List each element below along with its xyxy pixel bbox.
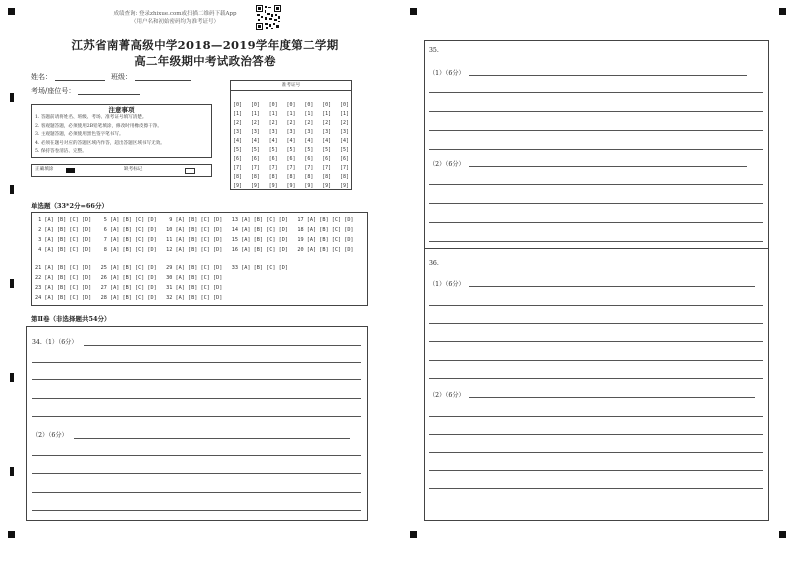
exam-id-digit[interactable]: [5]: [268, 147, 278, 153]
exam-id-digit[interactable]: [8]: [322, 174, 332, 180]
correct-fill-label: 正确填涂: [35, 167, 54, 172]
exam-id-digit[interactable]: [7]: [250, 165, 260, 171]
corner-mark-mb: [410, 531, 417, 538]
score-query-note: [95, 10, 255, 26]
answer-line[interactable]: [84, 345, 361, 346]
page-title-line2: 高二年级期中考试政治答卷: [134, 54, 276, 68]
answer-line[interactable]: [429, 111, 763, 112]
q36-part2-label: （2）（6分）: [429, 392, 465, 399]
exam-id-column[interactable]: [233, 101, 242, 191]
exam-id-digit[interactable]: [2]: [233, 120, 243, 126]
exam-id-column[interactable]: [286, 101, 295, 191]
exam-id-digit[interactable]: [4]: [304, 138, 314, 144]
timing-mark: [10, 279, 14, 288]
exam-id-digit[interactable]: [6]: [233, 156, 243, 162]
answer-line[interactable]: [469, 286, 755, 287]
mc-row[interactable]: 23 [A] [B] [C] [D] 27 [A] [B] [C] [D] 31 [A] [B] [C] [D]: [35, 285, 223, 291]
exam-id-digit[interactable]: [5]: [339, 147, 349, 153]
seat-label: 考场/座位号：: [31, 87, 76, 95]
q35-number: 35.: [429, 47, 439, 54]
exam-id-digit[interactable]: [6]: [286, 156, 296, 162]
notice-title: 注意事项: [108, 106, 135, 114]
exam-id-digit[interactable]: [3]: [286, 129, 296, 135]
answer-line[interactable]: [469, 397, 755, 398]
exam-id-digit[interactable]: [9]: [339, 183, 349, 189]
exam-id-digit[interactable]: [4]: [233, 138, 243, 144]
seat-field[interactable]: [78, 94, 140, 95]
name-label: 姓名：: [31, 73, 52, 81]
mc-row[interactable]: 22 [A] [B] [C] [D] 26 [A] [B] [C] [D] 30 [A] [B] [C] [D]: [35, 275, 223, 281]
answer-line[interactable]: [429, 360, 763, 361]
answer-line[interactable]: [429, 488, 763, 489]
exam-id-digit[interactable]: [6]: [322, 156, 332, 162]
corner-mark-tr: [779, 8, 786, 15]
section2-title: 第Ⅱ卷（非选择题共54分）: [31, 315, 111, 323]
q35-part1-label: （1）（6分）: [429, 70, 465, 77]
exam-id-digit[interactable]: [3]: [268, 129, 278, 135]
exam-id-digit[interactable]: [4]: [250, 138, 260, 144]
exam-id-digit[interactable]: [5]: [286, 147, 296, 153]
answer-line[interactable]: [429, 323, 763, 324]
answer-line[interactable]: [74, 438, 350, 439]
corner-mark-br: [779, 531, 786, 538]
timing-mark: [10, 185, 14, 194]
fill-example-box: [31, 164, 212, 177]
exam-id-digit[interactable]: [5]: [322, 147, 332, 153]
class-label: 班级：: [111, 73, 132, 81]
exam-id-digit[interactable]: [0]: [339, 102, 349, 108]
mc-row[interactable]: 2 [A] [B] [C] [D] 6 [A] [B] [C] [D] 10 [A] [B] [C] [D] 14 [A] [B] [C] [D] 18 [A] [B] [C] [D]: [35, 227, 354, 233]
answer-line[interactable]: [429, 149, 763, 150]
q36-number: 36.: [429, 260, 439, 267]
exam-id-digit[interactable]: [8]: [268, 174, 278, 180]
exam-id-digit[interactable]: [4]: [268, 138, 278, 144]
exam-id-digit[interactable]: [0]: [286, 102, 296, 108]
page-title-line1: 江苏省南菁高级中学2018—2019学年度第二学期: [71, 38, 339, 52]
exam-id-digit[interactable]: [1]: [322, 111, 332, 117]
answer-line[interactable]: [429, 92, 763, 93]
exam-id-digit[interactable]: [5]: [304, 147, 314, 153]
answer-line[interactable]: [32, 398, 361, 399]
exam-id-digit[interactable]: [3]: [322, 129, 332, 135]
exam-id-column[interactable]: [304, 101, 313, 191]
class-field[interactable]: [135, 80, 191, 81]
exam-id-digit[interactable]: [4]: [286, 138, 296, 144]
q36-part1-label: （1）（6分）: [429, 281, 465, 288]
name-field[interactable]: [55, 80, 105, 81]
notice-item: 3. 主观题答题，必须使用黑色签字笔书写。: [35, 132, 124, 137]
exam-id-digit[interactable]: [8]: [233, 174, 243, 180]
timing-mark: [10, 373, 14, 382]
q36-answer-box[interactable]: [424, 248, 769, 521]
exam-id-digit[interactable]: [1]: [304, 111, 314, 117]
exam-id-digit[interactable]: [1]: [233, 111, 243, 117]
exam-id-digit[interactable]: [9]: [250, 183, 260, 189]
answer-line[interactable]: [32, 362, 361, 363]
qr-code: [256, 5, 281, 30]
answer-line[interactable]: [429, 305, 763, 306]
answer-line[interactable]: [429, 241, 763, 242]
answer-line[interactable]: [429, 452, 763, 453]
corner-mark-mt: [410, 8, 417, 15]
exam-id-digit[interactable]: [0]: [322, 102, 332, 108]
answer-line[interactable]: [429, 416, 763, 417]
missing-mark-label: 缺考标记: [124, 167, 143, 172]
exam-id-digit[interactable]: [5]: [250, 147, 260, 153]
exam-id-digit[interactable]: [6]: [268, 156, 278, 162]
answer-line[interactable]: [32, 416, 361, 417]
exam-id-digit[interactable]: [8]: [304, 174, 314, 180]
notice-item: 2. 客观题答题，必须使用2B铅笔填涂，修改时用橡皮擦干净。: [35, 123, 162, 129]
missing-mark-box[interactable]: [185, 168, 195, 174]
mc-row[interactable]: 4 [A] [B] [C] [D] 8 [A] [B] [C] [D] 12 [A] [B] [C] [D] 16 [A] [B] [C] [D] 20 [A] [B] [C] [D]: [35, 247, 354, 253]
answer-line[interactable]: [32, 379, 361, 380]
exam-id-digit[interactable]: [8]: [286, 174, 296, 180]
exam-id-digit[interactable]: [2]: [304, 120, 314, 126]
score-query-line1: 成绩查询: 登录zhixue.com或扫描二维码下载App: [113, 11, 237, 17]
notice-box: [31, 104, 212, 158]
mc-row[interactable]: 3 [A] [B] [C] [D] 7 [A] [B] [C] [D] 11 [A] [B] [C] [D] 15 [A] [B] [C] [D] 19 [A] [B] [C] [D]: [35, 237, 354, 243]
timing-mark: [10, 93, 14, 102]
q34-answer-box[interactable]: [26, 326, 368, 521]
answer-line[interactable]: [429, 184, 763, 185]
exam-id-digit[interactable]: [6]: [250, 156, 260, 162]
q34-part1-label: 34.（1）（6分）: [32, 339, 78, 346]
answer-line[interactable]: [469, 166, 747, 167]
exam-id-digit[interactable]: [7]: [322, 165, 332, 171]
q35-part2-label: （2）（6分）: [429, 161, 465, 168]
exam-id-digit[interactable]: [1]: [268, 111, 278, 117]
exam-id-digit[interactable]: [9]: [268, 183, 278, 189]
exam-id-digit[interactable]: [6]: [304, 156, 314, 162]
exam-id-column[interactable]: [251, 101, 260, 191]
notice-item: 1. 答题前请将姓名、班级、考场、准考证号填写清楚。: [35, 115, 147, 120]
exam-id-digit[interactable]: [2]: [250, 120, 260, 126]
answer-line[interactable]: [429, 434, 763, 435]
exam-id-column[interactable]: [269, 101, 278, 191]
timing-mark: [10, 467, 14, 476]
exam-id-column[interactable]: [340, 101, 349, 191]
exam-id-digit[interactable]: [1]: [250, 111, 260, 117]
exam-id-digit[interactable]: [9]: [322, 183, 332, 189]
mc-row[interactable]: 1 [A] [B] [C] [D] 5 [A] [B] [C] [D] 9 [A] [B] [C] [D] 13 [A] [B] [C] [D] 17 [A] [B] [C] [D]: [35, 217, 354, 223]
mc-answer-box[interactable]: [31, 212, 368, 306]
exam-id-digit[interactable]: [0]: [233, 102, 243, 108]
answer-line[interactable]: [32, 473, 361, 474]
exam-id-digit[interactable]: [8]: [339, 174, 349, 180]
exam-id-digit[interactable]: [5]: [233, 147, 243, 153]
exam-id-digit[interactable]: [0]: [304, 102, 314, 108]
q34-part2-label: （2）（6分）: [32, 432, 68, 439]
answer-line[interactable]: [429, 222, 763, 223]
answer-line[interactable]: [469, 75, 747, 76]
answer-line[interactable]: [429, 130, 763, 131]
exam-id-digit[interactable]: [0]: [268, 102, 278, 108]
exam-id-digit[interactable]: [8]: [250, 174, 260, 180]
mc-row[interactable]: 24 [A] [B] [C] [D] 28 [A] [B] [C] [D] 32 [A] [B] [C] [D]: [35, 295, 223, 301]
exam-id-digit[interactable]: [2]: [339, 120, 349, 126]
page-title: [55, 37, 355, 69]
exam-id-digit[interactable]: [3]: [233, 129, 243, 135]
exam-id-digit[interactable]: [7]: [304, 165, 314, 171]
correct-fill-swatch: [66, 168, 75, 173]
mc-row[interactable]: 21 [A] [B] [C] [D] 25 [A] [B] [C] [D] 29 [A] [B] [C] [D] 33 [A] [B] [C] [D]: [35, 265, 288, 271]
exam-id-digit[interactable]: [7]: [339, 165, 349, 171]
answer-line[interactable]: [429, 378, 763, 379]
answer-line[interactable]: [429, 203, 763, 204]
answer-line[interactable]: [32, 492, 361, 493]
answer-line[interactable]: [32, 510, 361, 511]
corner-mark-tl: [8, 8, 15, 15]
exam-id-digit[interactable]: [3]: [339, 129, 349, 135]
exam-id-title: 准考证号: [231, 81, 351, 91]
answer-line[interactable]: [32, 455, 361, 456]
mc-section-title: 单选题（33*2分=66分）: [31, 202, 108, 210]
exam-id-digit[interactable]: [7]: [286, 165, 296, 171]
exam-id-box: [230, 80, 352, 190]
exam-id-column[interactable]: [322, 101, 331, 191]
notice-item: 4. 必须在题号对应的答题区域内作答，超出答题区域书写无效。: [35, 140, 165, 146]
answer-line[interactable]: [429, 470, 763, 471]
exam-id-digit[interactable]: [1]: [339, 111, 349, 117]
score-query-line2: （用户名和初始密码均为准考证号）: [130, 19, 219, 25]
answer-line[interactable]: [429, 341, 763, 342]
q35-answer-box[interactable]: [424, 40, 769, 249]
exam-id-digit[interactable]: [1]: [286, 111, 296, 117]
exam-id-digit[interactable]: [2]: [322, 120, 332, 126]
exam-id-digit[interactable]: [4]: [339, 138, 349, 144]
exam-id-digit[interactable]: [9]: [233, 183, 243, 189]
exam-id-digit[interactable]: [2]: [268, 120, 278, 126]
exam-id-digit[interactable]: [6]: [339, 156, 349, 162]
notice-item: 5. 保持答卷清洁、完整。: [35, 149, 87, 154]
exam-id-digit[interactable]: [9]: [286, 183, 296, 189]
exam-id-digit[interactable]: [3]: [250, 129, 260, 135]
exam-id-digit[interactable]: [7]: [233, 165, 243, 171]
exam-id-digit[interactable]: [2]: [286, 120, 296, 126]
exam-id-digit[interactable]: [0]: [250, 102, 260, 108]
corner-mark-bl: [8, 531, 15, 538]
exam-id-digit[interactable]: [4]: [322, 138, 332, 144]
exam-id-digit[interactable]: [3]: [304, 129, 314, 135]
exam-id-digit[interactable]: [9]: [304, 183, 314, 189]
exam-id-digit[interactable]: [7]: [268, 165, 278, 171]
